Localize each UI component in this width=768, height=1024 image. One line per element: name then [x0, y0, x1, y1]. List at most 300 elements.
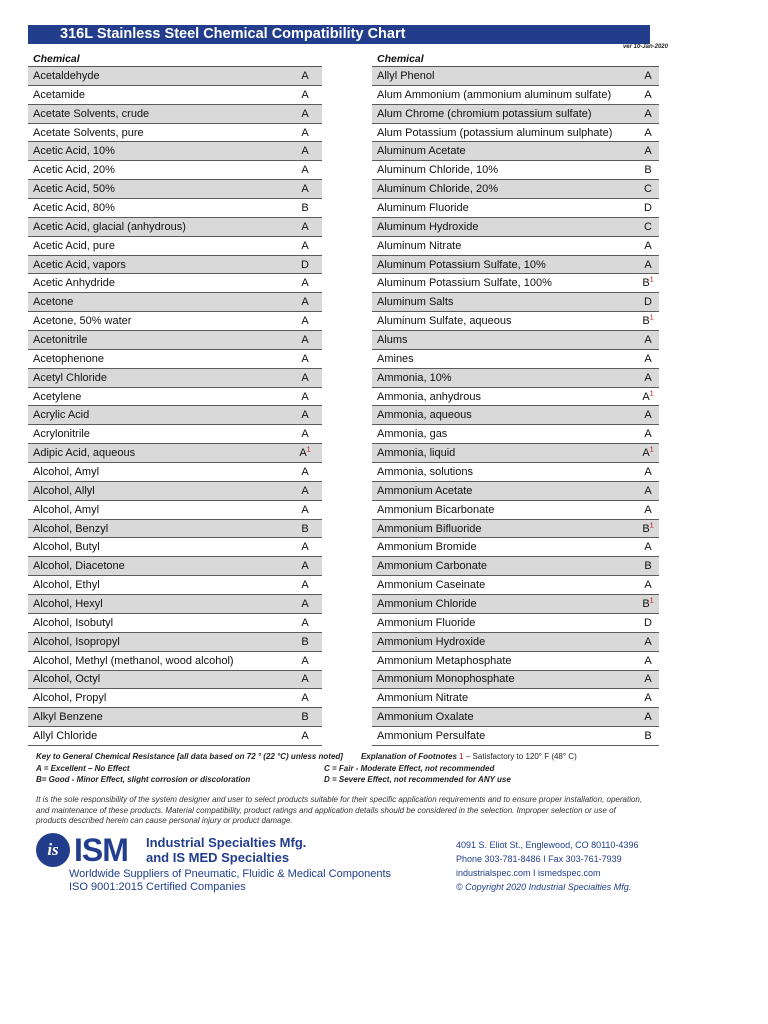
chemical-name: Alkyl Benzene: [33, 711, 103, 724]
compatibility-rating: [637, 504, 659, 516]
compatibility-rating: [637, 127, 659, 139]
table-row: [28, 538, 322, 557]
compatibility-rating: [288, 221, 322, 233]
chemical-name: Aluminum Potassium Sulfate, 10%: [377, 258, 546, 271]
table-row: [372, 199, 659, 218]
rating-value: A: [301, 296, 309, 309]
table-row: [28, 331, 322, 350]
rating-value: D: [301, 258, 309, 271]
chemical-name: Acetyl Chloride: [33, 371, 107, 384]
chemical-name: Ammonium Nitrate: [377, 692, 469, 705]
compatibility-rating: [288, 485, 322, 497]
table-row: [372, 501, 659, 520]
table-row: [372, 293, 659, 312]
compatibility-rating: [637, 145, 659, 157]
footnote-marker: 1: [649, 446, 654, 454]
table-row: [28, 218, 322, 237]
compatibility-rating: [288, 391, 322, 403]
rating-value: A: [301, 183, 309, 196]
compatibility-rating: [637, 240, 659, 252]
table-row: [28, 671, 322, 690]
rating-value: B: [644, 730, 652, 742]
compatibility-rating: [288, 730, 322, 742]
table-row: [28, 142, 322, 161]
rating-value: B: [644, 164, 652, 177]
chemical-name: Alcohol, Benzyl: [33, 522, 109, 535]
chemical-name: Acetate Solvents, crude: [33, 107, 150, 120]
chemical-name: Alcohol, Diacetone: [33, 560, 125, 573]
table-row: [372, 595, 659, 614]
table-row: [28, 501, 322, 520]
table-row: [372, 557, 659, 576]
compatibility-rating: [637, 428, 659, 440]
table-row: [372, 274, 659, 293]
table-row: [372, 388, 659, 407]
rating-value: A: [644, 145, 652, 158]
table-row: [28, 274, 322, 293]
rating-value: A: [644, 465, 652, 478]
chemical-name: Ammonium Bicarbonate: [377, 503, 495, 516]
table-row: [372, 406, 659, 425]
table-row: [372, 425, 659, 444]
rating-value: A: [301, 371, 309, 384]
compatibility-rating: [637, 447, 659, 459]
rating-value: A: [644, 503, 652, 516]
table-row: [372, 86, 659, 105]
rating-value: A: [644, 654, 652, 667]
compatibility-rating: [288, 466, 322, 478]
compatibility-rating: [288, 277, 322, 289]
compatibility-rating: [288, 240, 322, 252]
compatibility-rating: [637, 409, 659, 421]
chemical-name: Aluminum Chloride, 20%: [377, 183, 499, 196]
table-row: [28, 425, 322, 444]
footnote-number: 1: [459, 752, 464, 761]
rating-value: A: [301, 597, 309, 610]
rating-value: A: [644, 333, 652, 346]
compatibility-rating: [288, 259, 322, 271]
table-row: [28, 388, 322, 407]
chemical-name: Acetic Acid, 10%: [33, 145, 115, 158]
logo-mark: is: [36, 833, 70, 867]
right-rows: [372, 67, 659, 746]
compatibility-rating: [637, 70, 659, 82]
rating-value: A: [301, 465, 309, 478]
table-row: [372, 708, 659, 727]
chemical-name: Ammonia, aqueous: [377, 409, 472, 422]
rating-value: A: [301, 673, 309, 686]
chemical-name: Acetone, 50% water: [33, 315, 132, 328]
table-row: [372, 538, 659, 557]
rating-value: B: [642, 522, 650, 535]
rating-key: [36, 751, 676, 786]
table-row: [28, 614, 322, 633]
compatibility-rating: [288, 636, 322, 648]
rating-value: A: [301, 428, 309, 441]
table-row: [372, 350, 659, 369]
chemical-name: Aluminum Fluoride: [377, 201, 469, 214]
table-row: [28, 708, 322, 727]
chemical-name: Alcohol, Amyl: [33, 465, 100, 478]
table-row: [28, 406, 322, 425]
footnote-marker: 1: [649, 521, 654, 529]
chemical-name: Ammonium Monophosphate: [377, 673, 515, 686]
table-row: [372, 633, 659, 652]
rating-value: A: [299, 447, 307, 460]
table-row: [372, 482, 659, 501]
table-row: [28, 86, 322, 105]
compatibility-rating: [637, 315, 659, 327]
compatibility-rating: [288, 541, 322, 553]
chemical-name: Ammonia, solutions: [377, 465, 473, 478]
version-label: ver 10-Jan-2020: [622, 44, 668, 50]
compatibility-rating: [288, 70, 322, 82]
chemical-name: Ammonia, gas: [377, 428, 448, 441]
rating-value: A: [644, 258, 652, 271]
compatibility-rating: [637, 183, 659, 195]
key-heading: Key to General Chemical Resistance [all data based on 72 ° (22 °C) unless noted]: [36, 752, 343, 761]
compatibility-rating: [288, 89, 322, 101]
left-column-header: Chemical: [28, 51, 322, 67]
key-a: A = Excellent – No Effect: [36, 763, 130, 773]
chemical-name: Acetophenone: [33, 352, 104, 365]
compatibility-rating: [637, 108, 659, 120]
table-row: [372, 652, 659, 671]
rating-value: A: [301, 277, 309, 290]
rating-value: D: [644, 616, 652, 629]
chemical-name: Ammonium Bromide: [377, 541, 477, 554]
left-chemical-table: [28, 51, 322, 746]
rating-value: B: [301, 201, 309, 214]
rating-value: A: [301, 730, 309, 742]
rating-value: A: [644, 107, 652, 120]
compatibility-rating: [637, 391, 659, 403]
compatibility-rating: [637, 560, 659, 572]
chemical-name: Ammonium Oxalate: [377, 711, 474, 724]
compatibility-rating: [288, 164, 322, 176]
compatibility-rating: [637, 617, 659, 629]
chemical-name: Acrylonitrile: [33, 428, 90, 441]
table-row: [28, 124, 322, 143]
chemical-name: Ammonium Fluoride: [377, 616, 476, 629]
rating-value: A: [644, 352, 652, 365]
compatibility-rating: [637, 353, 659, 365]
table-row: [372, 463, 659, 482]
chemical-name: Ammonium Metaphosphate: [377, 654, 512, 667]
rating-value: C: [644, 183, 652, 196]
chemical-name: Alcohol, Ethyl: [33, 579, 100, 592]
key-c: C = Fair - Moderate Effect, not recommended: [324, 763, 495, 773]
table-row: [372, 161, 659, 180]
copyright: © Copyright 2020 Industrial Specialties Mfg.: [456, 882, 632, 892]
chemical-name: Alcohol, Propyl: [33, 692, 107, 705]
rating-value: A: [644, 239, 652, 252]
chemical-name: Aluminum Sulfate, aqueous: [377, 315, 512, 328]
table-row: [28, 557, 322, 576]
table-row: [372, 105, 659, 124]
chemical-name: Acetic Acid, pure: [33, 239, 115, 252]
tagline-line-1: Worldwide Suppliers of Pneumatic, Fluidic & Medical Components: [69, 868, 391, 880]
rating-value: A: [301, 239, 309, 252]
rating-value: A: [642, 447, 650, 460]
chemical-name: Allyl Chloride: [33, 730, 98, 742]
compatibility-rating: [288, 108, 322, 120]
right-column-header: Chemical: [372, 51, 659, 67]
compatibility-rating: [288, 598, 322, 610]
compatibility-rating: [637, 692, 659, 704]
rating-value: D: [644, 201, 652, 214]
ism-logo: [36, 832, 128, 868]
chemical-name: Ammonium Carbonate: [377, 560, 488, 573]
rating-value: B: [301, 635, 309, 648]
chemical-name: Acetamide: [33, 88, 85, 101]
chemical-name: Acetaldehyde: [33, 69, 100, 82]
table-row: [28, 67, 322, 86]
rating-value: A: [301, 484, 309, 497]
compatibility-rating: [288, 315, 322, 327]
compatibility-rating: [288, 183, 322, 195]
table-row: [28, 105, 322, 124]
table-row: [28, 350, 322, 369]
compatibility-rating: [637, 221, 659, 233]
table-row: [28, 199, 322, 218]
chemical-name: Ammonia, anhydrous: [377, 390, 481, 403]
rating-value: A: [301, 654, 309, 667]
compatibility-rating: [288, 372, 322, 384]
table-row: [28, 520, 322, 539]
compatibility-rating: [637, 523, 659, 535]
compatibility-rating: [288, 692, 322, 704]
table-row: [28, 237, 322, 256]
chemical-name: Alum Potassium (potassium aluminum sulphate): [377, 126, 613, 139]
rating-value: A: [644, 88, 652, 101]
right-chemical-table: [372, 51, 659, 746]
rating-value: A: [301, 390, 309, 403]
rating-value: A: [644, 541, 652, 554]
table-row: [372, 237, 659, 256]
rating-value: B: [642, 315, 650, 328]
chemical-name: Alum Chrome (chromium potassium sulfate): [377, 107, 592, 120]
chemical-name: Acetic Anhydride: [33, 277, 115, 290]
table-row: [372, 331, 659, 350]
table-row: [28, 576, 322, 595]
compatibility-rating: [637, 466, 659, 478]
table-row: [28, 293, 322, 312]
table-row: [372, 727, 659, 746]
compatibility-rating: [637, 277, 659, 289]
chemical-name: Aluminum Potassium Sulfate, 100%: [377, 277, 552, 290]
table-row: [28, 727, 322, 746]
table-row: [372, 67, 659, 86]
compatibility-rating: [288, 673, 322, 685]
rating-value: A: [301, 692, 309, 705]
compatibility-rating: [637, 636, 659, 648]
chemical-name: Alcohol, Butyl: [33, 541, 100, 554]
table-row: [28, 595, 322, 614]
rating-value: A: [644, 673, 652, 686]
rating-value: A: [301, 541, 309, 554]
compatibility-rating: [288, 447, 322, 459]
compatibility-rating: [288, 579, 322, 591]
table-row: [28, 689, 322, 708]
compatibility-rating: [288, 353, 322, 365]
rating-value: A: [301, 579, 309, 592]
compatibility-rating: [637, 202, 659, 214]
table-row: [28, 161, 322, 180]
rating-value: A: [301, 616, 309, 629]
company-line-2: and IS MED Specialties: [146, 850, 290, 865]
chemical-name: Acetone: [33, 296, 74, 309]
rating-value: A: [301, 315, 309, 328]
compatibility-rating: [288, 560, 322, 572]
rating-value: A: [301, 220, 309, 233]
table-row: [28, 180, 322, 199]
chemical-name: Acetic Acid, 50%: [33, 183, 115, 196]
compatibility-rating: [637, 711, 659, 723]
compatibility-rating: [637, 579, 659, 591]
table-row: [372, 369, 659, 388]
chemical-name: Alums: [377, 333, 408, 346]
chemical-name: Allyl Phenol: [377, 69, 435, 82]
contact-info: [456, 838, 638, 894]
left-rows: [28, 67, 322, 746]
rating-value: A: [644, 579, 652, 592]
footnote-marker: 1: [306, 446, 311, 454]
table-row: [28, 369, 322, 388]
footnote-marker: 1: [649, 389, 654, 397]
table-row: [28, 463, 322, 482]
tagline: [69, 868, 391, 894]
chemical-name: Aluminum Nitrate: [377, 239, 462, 252]
logo-text: ISM: [74, 832, 128, 868]
rating-value: A: [301, 88, 309, 101]
chemical-name: Alcohol, Allyl: [33, 484, 95, 497]
chemical-name: Ammonium Hydroxide: [377, 635, 486, 648]
table-row: [372, 614, 659, 633]
footnote-marker: 1: [649, 597, 654, 605]
chemical-name: Aluminum Salts: [377, 296, 454, 309]
compatibility-rating: [288, 617, 322, 629]
chemical-name: Alcohol, Amyl: [33, 503, 100, 516]
rating-value: B: [301, 711, 309, 724]
rating-value: A: [301, 69, 309, 82]
table-row: [28, 444, 322, 463]
chemical-name: Acetic Acid, vapors: [33, 258, 126, 271]
table-row: [372, 671, 659, 690]
address: 4091 S. Eliot St., Englewood, CO 80110-4396: [456, 840, 639, 850]
rating-value: A: [301, 352, 309, 365]
table-row: [372, 444, 659, 463]
chemical-name: Alcohol, Methyl (methanol, wood alcohol): [33, 654, 234, 667]
compatibility-rating: [288, 296, 322, 308]
rating-value: B: [644, 560, 652, 573]
rating-value: B: [642, 277, 650, 290]
table-row: [372, 218, 659, 237]
compatibility-rating: [637, 485, 659, 497]
rating-value: A: [644, 69, 652, 82]
table-row: [28, 482, 322, 501]
rating-value: A: [301, 503, 309, 516]
rating-value: A: [644, 409, 652, 422]
rating-value: A: [644, 635, 652, 648]
compatibility-rating: [637, 730, 659, 742]
chemical-name: Alcohol, Hexyl: [33, 597, 103, 610]
chemical-name: Alum Ammonium (ammonium aluminum sulfate): [377, 88, 612, 101]
compatibility-rating: [288, 655, 322, 667]
chemical-name: Amines: [377, 352, 414, 365]
rating-value: C: [644, 220, 652, 233]
chemical-name: Acetic Acid, 20%: [33, 164, 115, 177]
chemical-name: Ammonium Bifluoride: [377, 522, 482, 535]
rating-value: A: [644, 692, 652, 705]
websites[interactable]: industrialspec.com I ismedspec.com: [456, 868, 601, 878]
compatibility-rating: [288, 409, 322, 421]
table-row: [28, 312, 322, 331]
footnote-marker: 1: [649, 314, 654, 322]
chemical-name: Acetonitrile: [33, 333, 88, 346]
table-row: [28, 652, 322, 671]
disclaimer-text: It is the sole responsibility of the system designer and user to select products suitable for their specific application requirements and to ensure proper installation, operation, and maintenance of these products. Material compatibility, product ratings and application details should be considered in the selection. Improper selection or use of products described herein can cause personal injury or product damage.: [36, 795, 643, 825]
chemical-name: Aluminum Hydroxide: [377, 220, 479, 233]
footnote-text: – Satisfactory to 120° F (48° C): [465, 752, 577, 761]
table-row: [28, 633, 322, 652]
key-d: D = Severe Effect, not recommended for ANY use: [324, 775, 511, 784]
chemical-name: Acetic Acid, glacial (anhydrous): [33, 220, 186, 233]
phone-fax: Phone 303-781-8486 I Fax 303-761-7939: [456, 854, 622, 864]
chemical-name: Ammonia, 10%: [377, 371, 452, 384]
rating-value: D: [644, 296, 652, 309]
rating-value: A: [301, 145, 309, 158]
rating-value: A: [644, 428, 652, 441]
compatibility-rating: [288, 504, 322, 516]
chemical-name: Ammonium Caseinate: [377, 579, 486, 592]
compatibility-rating: [637, 334, 659, 346]
table-row: [372, 124, 659, 143]
chemical-name: Ammonium Persulfate: [377, 730, 486, 742]
page-title: 316L Stainless Steel Chemical Compatibility Chart: [28, 25, 650, 44]
compatibility-rating: [288, 334, 322, 346]
chemical-name: Acetylene: [33, 390, 82, 403]
chemical-name: Acetate Solvents, pure: [33, 126, 144, 139]
table-row: [28, 256, 322, 275]
chemical-name: Adipic Acid, aqueous: [33, 447, 136, 460]
rating-value: B: [642, 597, 650, 610]
chemical-name: Alcohol, Isobutyl: [33, 616, 114, 629]
compatibility-rating: [637, 259, 659, 271]
chemical-name: Acrylic Acid: [33, 409, 90, 422]
compatibility-rating: [637, 164, 659, 176]
compatibility-rating: [637, 541, 659, 553]
rating-value: B: [301, 522, 309, 535]
rating-value: A: [301, 560, 309, 573]
chemical-name: Acetic Acid, 80%: [33, 201, 115, 214]
compatibility-rating: [637, 89, 659, 101]
chemical-name: Aluminum Acetate: [377, 145, 466, 158]
tagline-line-2: ISO 9001:2015 Certified Companies: [69, 881, 246, 893]
rating-value: A: [644, 371, 652, 384]
footnote-heading: Explanation of Footnotes: [360, 752, 457, 761]
rating-value: A: [301, 107, 309, 120]
table-row: [372, 256, 659, 275]
compatibility-rating: [288, 145, 322, 157]
company-line-1: Industrial Specialties Mfg.: [146, 835, 307, 850]
chemical-name: Ammonia, liquid: [377, 447, 456, 460]
table-row: [372, 520, 659, 539]
compatibility-rating: [637, 372, 659, 384]
compatibility-rating: [637, 655, 659, 667]
rating-value: A: [644, 126, 652, 139]
chemical-name: Ammonium Chloride: [377, 597, 477, 610]
